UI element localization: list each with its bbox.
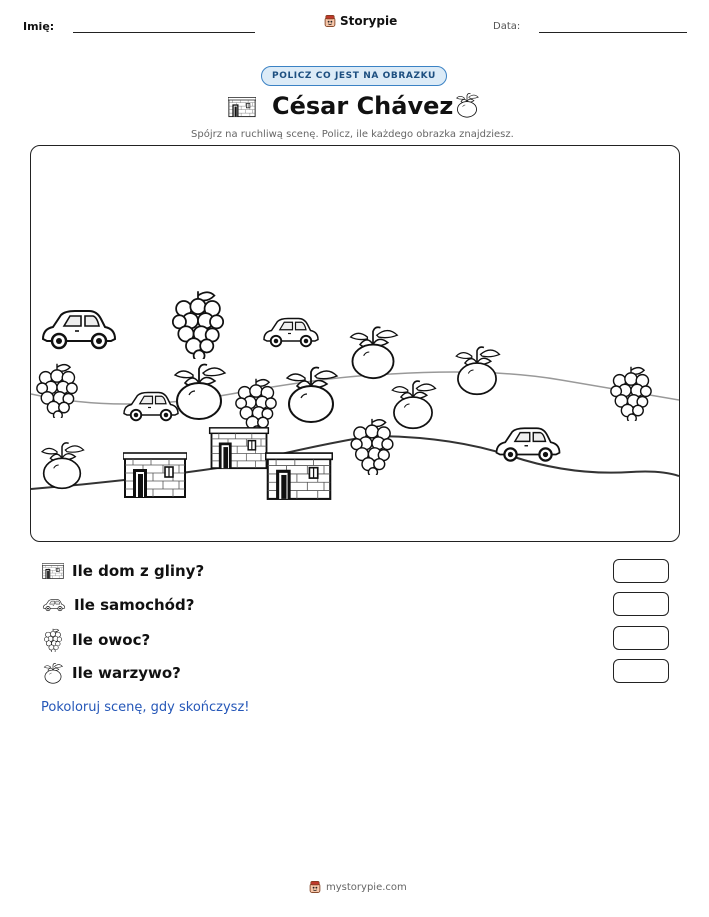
car-icon [264,319,318,347]
date-line[interactable] [539,32,687,33]
house-icon [123,453,187,497]
tomato-icon [42,661,64,685]
question-text: Ile samochód? [74,596,195,614]
answer-box-houses[interactable] [613,559,669,583]
grapes-icon [236,379,276,435]
car-icon [497,428,560,460]
answer-box-cars[interactable] [613,592,669,616]
activity-badge: POLICZ CO JEST NA OBRAZKU [261,66,447,86]
grapes-icon [37,364,77,420]
question-text: Ile owoc? [72,631,151,649]
answer-box-fruit[interactable] [613,626,669,650]
question-houses [42,562,204,580]
footer-url[interactable]: mystorypie.com [326,881,407,893]
question-vegetables [42,661,181,685]
mascot-icon [323,14,337,28]
car-icon [124,393,178,421]
coloring-note: Pokoloruj scenę, gdy skończysz! [41,700,250,715]
car-icon [42,597,66,613]
house-icon [210,428,269,468]
tomato-icon [42,443,84,488]
instructions: Spójrz na ruchliwą scenę. Policz, ile każdego obrazka znajdziesz. [191,129,514,140]
tomato-icon [392,381,435,428]
name-line[interactable] [73,32,255,33]
house-icon [228,96,256,118]
mascot-icon [308,880,322,894]
tomato-icon [454,92,480,118]
question-fruit [42,628,150,652]
date-label: Data: [493,21,521,32]
question-cars [42,596,194,614]
tomato-icon [175,365,225,420]
answer-box-vegetables[interactable] [613,659,669,683]
car-icon [43,311,115,348]
grapes-icon [42,628,64,652]
house-icon [266,453,333,499]
tomato-icon [287,368,337,423]
scene-frame [30,145,680,542]
grapes-icon [173,291,223,361]
grapes-icon [351,419,393,477]
brand-name: Storypie [340,14,398,28]
house-icon [42,562,64,580]
grapes-icon [611,367,651,423]
footer [308,880,407,894]
question-text: Ile dom z gliny? [72,562,205,580]
page-title: César Chávez [272,92,454,120]
brand-logo [323,14,397,28]
name-label: Imię: [23,20,55,33]
tomato-icon [351,327,398,378]
background-hill-line [31,372,679,404]
question-text: Ile warzywo? [72,664,181,682]
scene-illustration [31,146,679,541]
tomato-icon [456,347,499,394]
